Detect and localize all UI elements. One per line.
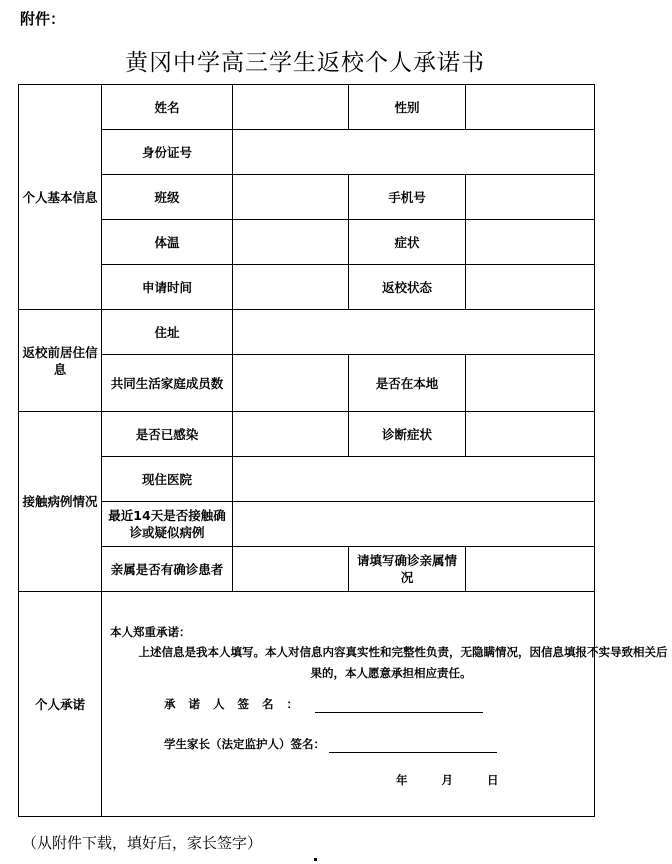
input-temperature[interactable] [233,220,349,265]
label-return-status: 返校状态 [349,265,466,310]
input-household-members[interactable] [233,355,349,412]
input-apply-time[interactable] [233,265,349,310]
input-infected[interactable] [233,412,349,457]
label-id-number: 身份证号 [102,130,233,175]
section-residence-info: 返校前居住信息 [19,310,102,412]
input-name[interactable] [233,85,349,130]
pledge-area [102,592,668,817]
section-pledge: 个人承诺 [19,592,102,817]
input-address[interactable] [233,310,595,355]
attachment-label: 附件： [20,10,66,28]
input-current-hospital[interactable] [233,457,595,502]
guardian-signature-line[interactable] [329,740,497,753]
pledge-form-table [18,84,668,817]
label-local: 是否在本地 [349,355,466,412]
signer-signature-line[interactable] [315,700,483,713]
label-class: 班级 [102,175,233,220]
input-gender[interactable] [466,85,595,130]
signer-label: 承诺人签名： [164,697,311,711]
section-basic-info: 个人基本信息 [19,85,102,310]
input-id-number[interactable] [233,130,595,175]
input-relative-details[interactable] [466,547,595,592]
pledge-body: 上述信息是我本人填写。本人对信息内容真实性和完整性负责，无隐瞒情况，因信息填报不实导致相关后果的，本人愿意承担相应责任。 [138,645,668,680]
input-return-status[interactable] [466,265,595,310]
date-label: 年 月 日 [396,773,514,787]
signer-row [164,696,483,713]
label-diagnosis-symptoms: 诊断症状 [349,412,466,457]
page-dot [314,858,317,861]
guardian-label: 学生家长（法定监护人）签名： [164,737,325,751]
label-address: 住址 [102,310,233,355]
label-current-hospital: 现住医院 [102,457,233,502]
label-phone: 手机号 [349,175,466,220]
label-household-members: 共同生活家庭成员数 [102,355,233,412]
label-apply-time: 申请时间 [102,265,233,310]
guardian-row [164,736,497,753]
input-contact-14days[interactable] [233,502,595,547]
label-name: 姓名 [102,85,233,130]
label-symptoms: 症状 [349,220,466,265]
footer-note: （从附件下载，填好后，家长签字） [22,834,263,852]
label-relative-details: 请填写确诊亲属情况 [349,547,466,592]
input-relative-confirmed[interactable] [233,547,349,592]
input-local[interactable] [466,355,595,412]
input-class[interactable] [233,175,349,220]
label-infected: 是否已感染 [102,412,233,457]
label-temperature: 体温 [102,220,233,265]
pledge-heading: 本人郑重承诺： [110,625,191,639]
label-relative-confirmed: 亲属是否有确诊患者 [102,547,233,592]
input-diagnosis-symptoms[interactable] [466,412,595,457]
label-contact-14days: 最近14天是否接触确诊或疑似病例 [102,502,233,547]
input-phone[interactable] [466,175,595,220]
input-symptoms[interactable] [466,220,595,265]
section-contact-info: 接触病例情况 [19,412,102,592]
label-gender: 性别 [349,85,466,130]
page-title: 黄冈中学高三学生返校个人承诺书 [125,50,485,76]
